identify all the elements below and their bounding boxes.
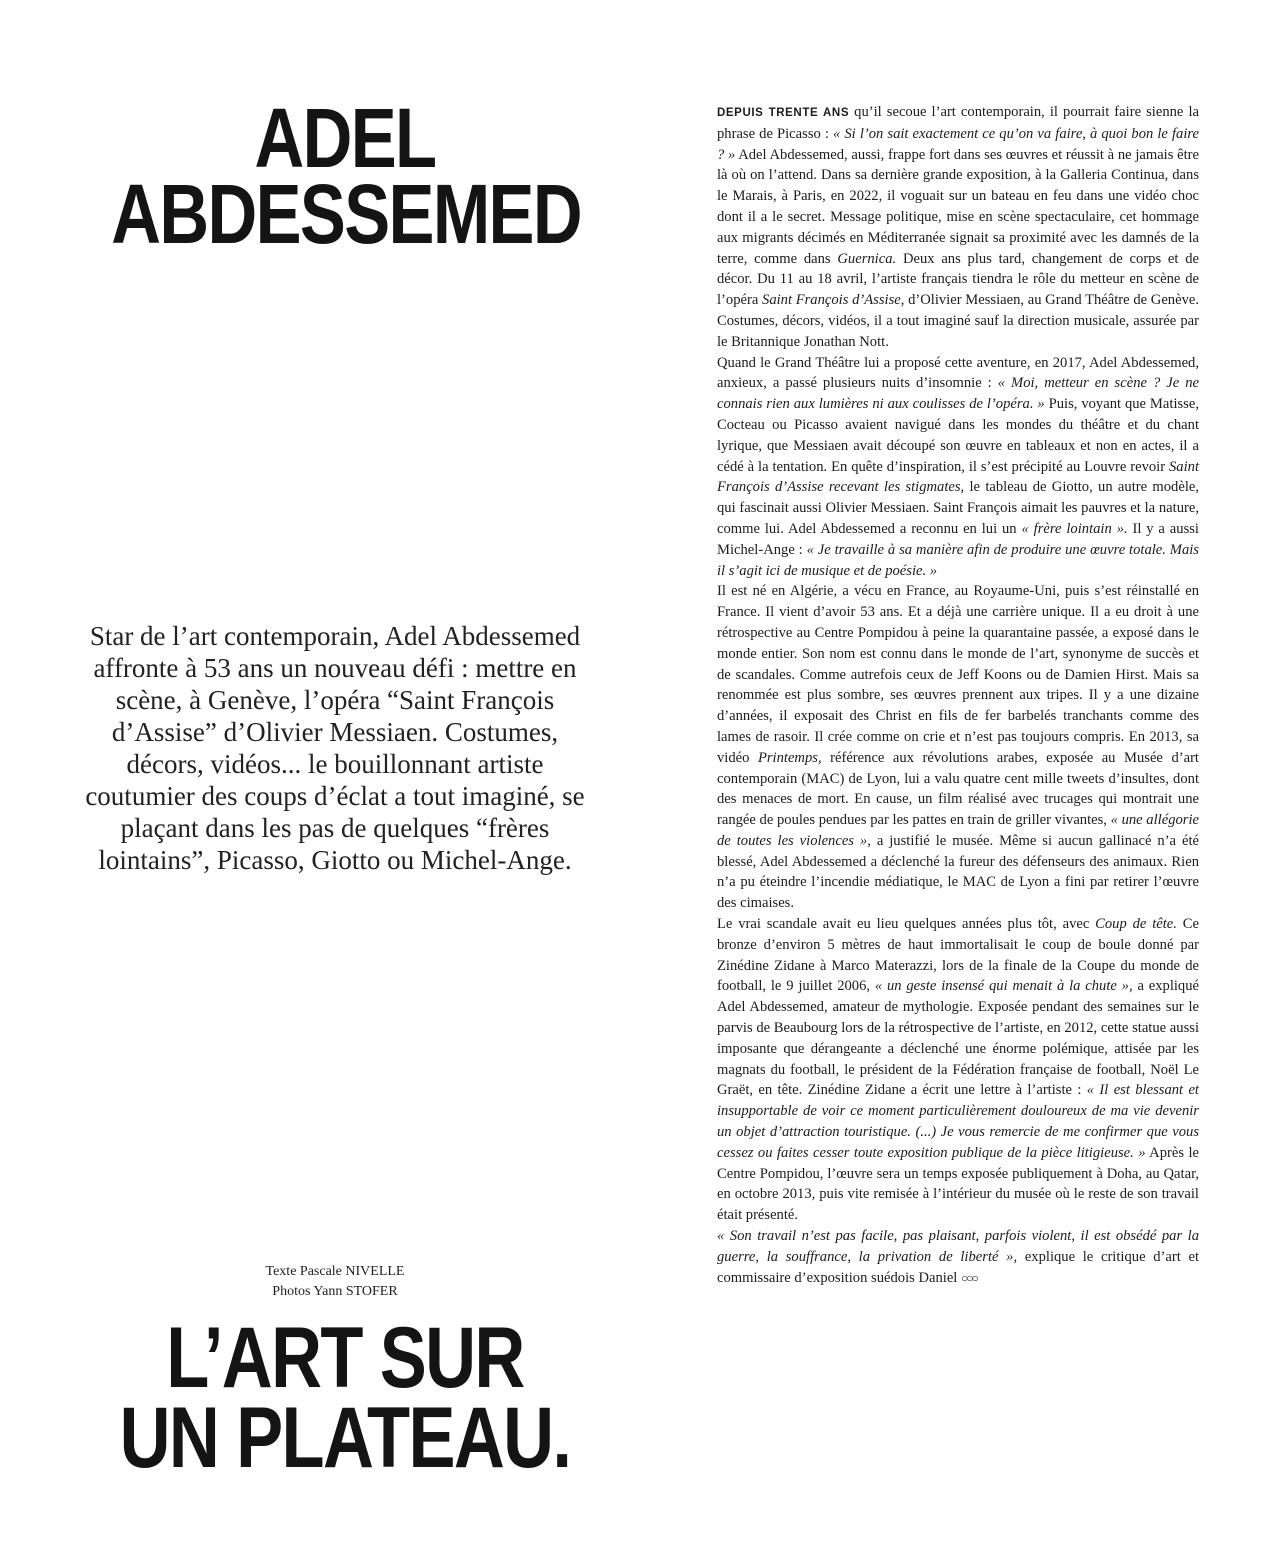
title-line-1: L’ART SUR xyxy=(166,1310,524,1406)
author-credit: Texte Pascale NIVELLE xyxy=(265,1264,405,1279)
title-line-2: UN PLATEAU. xyxy=(119,1390,571,1486)
headline-line-1: ADEL xyxy=(254,91,436,185)
article-title xyxy=(111,1310,578,1486)
headline-line-2: ABDESSEMED xyxy=(111,167,581,261)
body-paragraph-4: Le vrai scandale avait eu lieu quelques années plus tôt, avec Coup de tête. Ce bronze d’environ 5 mètres de haut immortalisait le coup de boule donné par Zinédine Zidane à Marco Materazzi, lors de la finale de la Coupe du monde de football, le 9 juillet 2006, « un geste insensé qui menait à la chute », a expliqué Adel Abdessemed, amateur de mythologie. Exposée pendant des semaines sur le parvis de Beaubourg lors de la rétrospective de l’artiste, en 2012, cette statue aussi imposante que dérangeante a déclenché une énorme polémique, attisée par les magnats du football, le président de la Fédération française de football, Noël Le Graët, en tête. Zinédine Zidane a écrit une lettre à l’artiste : « Il est blessant et insupportable de voir ce moment particulièrement douloureux de ma vie devenir un objet d’attraction touristique. (...) Je vous remercie de me confirmer que vous cessez ou faites cesser toute exposition publique de la pièce litigieuse. » Après le Centre Pompidou, l’œuvre sera un temps exposée publiquement à Doha, au Qatar, en octobre 2013, puis vite remisée à l’intérieur du musée où le reste de son travail était présenté. xyxy=(717,916,1200,1224)
standfirst: Star de l’art contemporain, Adel Abdessemed affronte à 53 ans un nouveau défi : mettre en scène, à Genève, l’opéra “Saint François d’Assise” d’Olivier Messiaen. Costumes, décors, vidéos... le bouillonnant artiste coutumier des coups d’éclat a tout imaginé, se plaçant dans les pas de quelques “frères lointains”, Picasso, Giotto ou Michel-Ange. xyxy=(85,621,585,875)
body-paragraph-1: DEPUIS TRENTE ANS qu’il secoue l’art contemporain, il pourrait faire sienne la phrase de Picasso : « Si l’on sait exactement ce qu’on va faire, à quoi bon le faire ? » Adel Abdessemed, aussi, frappe fort dans ses œuvres et réussit à ne jamais être là où on l’attend. Dans sa dernière grande exposition, à la Galleria Continua, dans le Marais, à Paris, en 2022, il voguait sur un bateau en feu dans une vidéo choc dont il a le secret. Message politique, mise en scène spectaculaire, cet hommage aux migrants décimés en Méditerranée signait sa proximité avec les damnés de la terre, comme dans Guernica. Deux ans plus tard, changement de corps et de décor. Du 11 au 18 avril, l’artiste français tiendra le rôle du metteur en scène de l’opéra Saint François d’Assise, d’Olivier Messiaen, au Grand Théâtre de Genève. Costumes, décors, vidéos, il a tout imaginé sauf la direction musicale, assurée par le Britannique Jonathan Nott. xyxy=(717,104,1200,350)
body-paragraph-2: Quand le Grand Théâtre lui a proposé cette aventure, en 2017, Adel Abdessemed, anxieux, a passé plusieurs nuits d’insomnie : « Moi, metteur en scène ? Je ne connais rien aux lumières ni aux coulisses de l’opéra. » Puis, voyant que Matisse, Cocteau ou Picasso avaient navigué dans les mondes du théâtre et du chant lyrique, que Messiaen avait découpé son œuvre en tableaux et non en actes, il a cédé à la tentation. En quête d’inspiration, il s’est précipité au Louvre revoir Saint François d’Assise recevant les stigmates, le tableau de Giotto, un autre modèle, qui fascinait aussi Olivier Messiaen. Saint François aimait les pauvres et la nature, comme lui. Adel Abdessemed a reconnu en lui un « frère lointain ». Il y a aussi Michel-Ange : « Je travaille à sa manière afin de produire une œuvre totale. Mais il s’agit ici de musique et de poésie. » xyxy=(717,354,1199,579)
lead-in: DEPUIS TRENTE ANS xyxy=(717,107,850,119)
artist-name-headline xyxy=(111,91,581,261)
body-paragraph-5: « Son travail n’est pas facile, pas plaisant, parfois violent, il est obsédé par la guerre, la souffrance, la privation de liberté », explique le critique d’art et commissaire d’exposition suédois Daniel ○○○ xyxy=(717,1228,1199,1286)
body-paragraph-3: Il est né en Algérie, a vécu en France, au Royaume-Uni, puis s’est réinstallé en France. Il vient d’avoir 53 ans. Et a déjà une carrière unique. Il a eu droit à une rétrospective au Centre Pompidou à peine la quarantaine passée, a exposé dans le monde entier. Son nom est connu dans le monde de l’art, synonyme de succès et de scandales. Comme autrefois ceux de Jeff Koons ou de Damien Hirst. Mais sa renommée est plus sombre, ses œuvres prennent aux tripes. Il y a une dizaine d’années, il exposait des Christ en fils de fer barbelés tranchants comme des lames de rasoir. Il crée comme on crie et n’est pas toujours compris. En 2013, sa vidéo Printemps, référence aux révolutions arabes, exposée au Musée d’art contemporain (MAC) de Lyon, lui a valu quatre cent mille tweets d’insultes, dont des menaces de mort. En cause, un film réalisé avec trucages qui montrait une rangée de poules pendues par les pattes en train de griller vivantes, « une allégorie de toutes les violences », a justifié le musée. Même si aucun gallinacé n’a été blessé, Adel Abdessemed a déclenché la fureur des défenseurs des animaux. Rien n’a pu éteindre l’incendie médiatique, le MAC de Lyon a fini par retirer l’œuvre des cimaises. xyxy=(717,583,1200,912)
credits xyxy=(180,1262,490,1302)
continuation-icon: ○○○ xyxy=(961,1270,977,1285)
photo-credit: Photos Yann STOFER xyxy=(272,1284,398,1299)
article-body xyxy=(717,102,1199,1288)
